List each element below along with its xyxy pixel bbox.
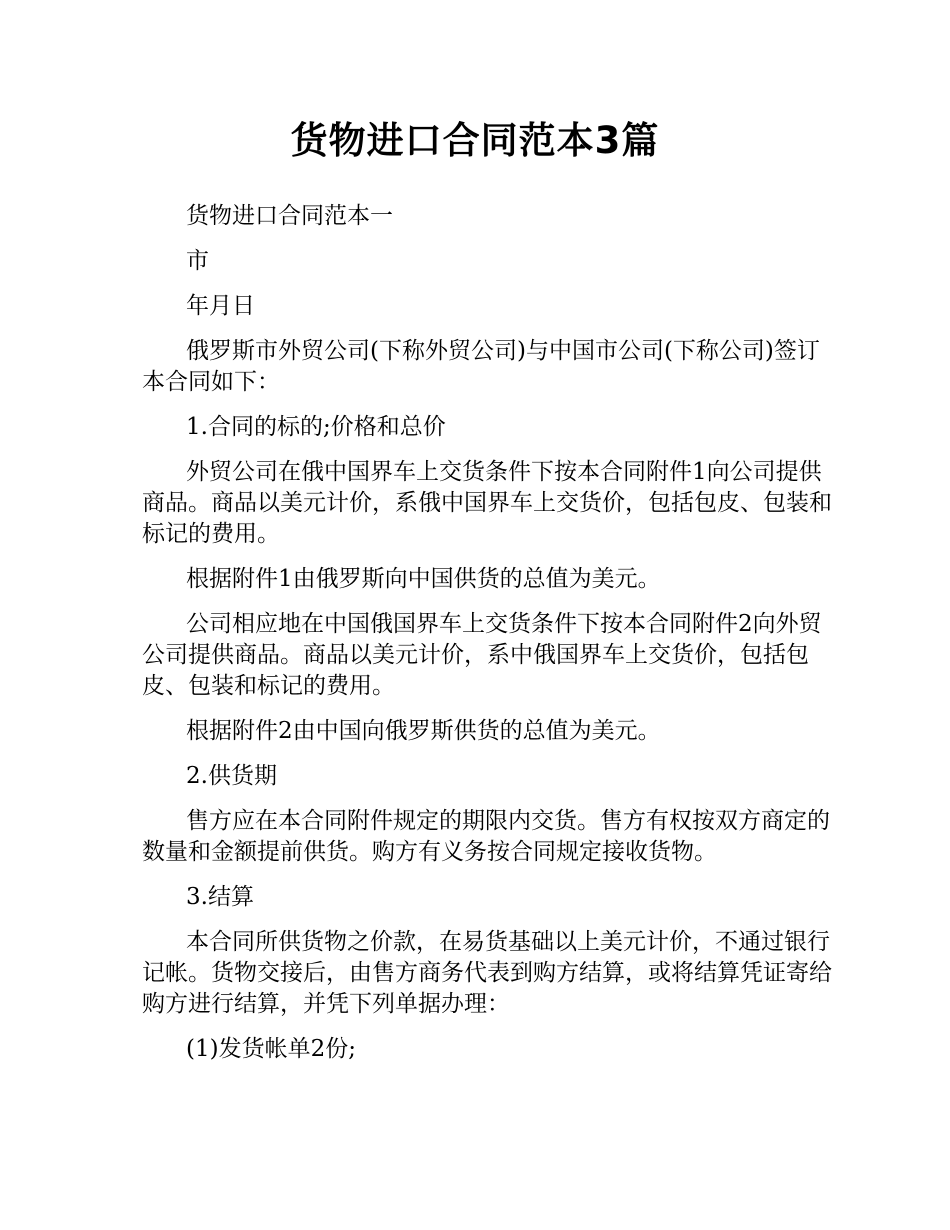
section-heading-delivery: 2.供货期 [186,763,277,789]
paragraph-supply-annex-2: 公司相应地在中国俄国界车上交货条件下按本合同附件2向外贸公司提供商品。商品以美元计价，系中俄国界车上交货价，包括包皮、包装和标记的费用。 [142,611,822,699]
paragraph-supply-annex-1: 外贸公司在俄中国界车上交货条件下按本合同附件1向公司提供商品。商品以美元计价，系俄中国界车上交货价，包括包皮、包装和标记的费用。 [142,459,832,547]
paragraph-date: 年月日 [186,293,255,319]
paragraph-contract-heading: 货物进口合同范本一 [186,203,393,229]
list-item-invoice: (1)发货帐单2份; [186,1036,356,1062]
document-title: 货物进口合同范本3篇 [290,119,660,162]
paragraph-delivery-terms: 售方应在本合同附件规定的期限内交货。售方有权按双方商定的数量和金额提前供货。购方有义务按合同规定接收货物。 [142,808,830,865]
paragraph-settlement-terms: 本合同所供货物之价款，在易货基础以上美元计价，不通过银行记帐。货物交接后，由售方商务代表到购方结算，或将结算凭证寄给购方进行结算，并凭下列单据办理： [142,929,832,1017]
paragraph-parties: 俄罗斯市外贸公司(下称外贸公司)与中国市公司(下称公司)签订本合同如下： [142,338,820,395]
paragraph-city: 市 [186,248,209,274]
section-heading-settlement: 3.结算 [186,884,254,910]
paragraph-total-annex-2: 根据附件2由中国向俄罗斯供货的总值为美元。 [186,718,661,744]
document-body [142,201,832,1079]
paragraph-total-annex-1: 根据附件1由俄罗斯向中国供货的总值为美元。 [186,566,661,592]
section-heading-subject-price: 1.合同的标的;价格和总价 [186,414,446,440]
